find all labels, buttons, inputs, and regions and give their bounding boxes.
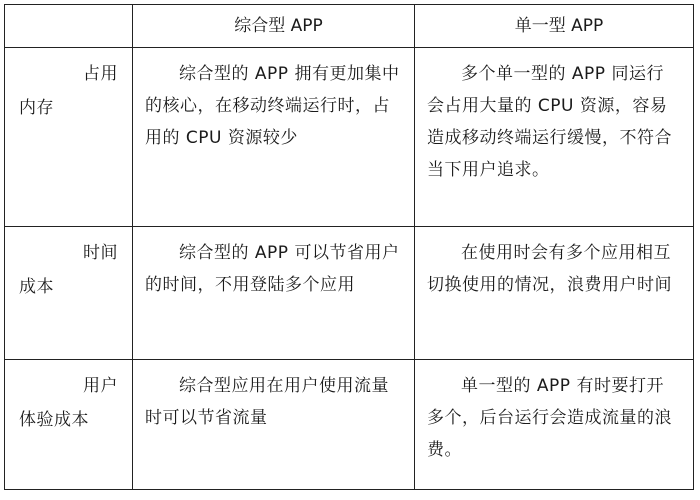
comprehensive-text: 综合型的 APP 拥有更加集中的核心，在移动终端运行时，占用的 CPU 资源较少 <box>145 64 400 148</box>
row-label-cell <box>5 227 133 360</box>
table-row <box>5 227 694 360</box>
header-corner-cell <box>5 5 133 48</box>
comparison-table <box>4 4 694 490</box>
single-text: 多个单一型的 APP 同运行会占用大量的 CPU 资源，容易造成移动终端运行缓慢，不符合当下用户追求。 <box>427 64 672 180</box>
table-header <box>5 5 694 48</box>
table-row <box>5 48 694 227</box>
row-label-cell <box>5 360 133 490</box>
comprehensive-cell <box>133 48 415 227</box>
single-cell <box>415 227 694 360</box>
comprehensive-text: 综合型的 APP 可以节省用户的时间，不用登陆多个应用 <box>145 243 400 295</box>
header-comprehensive-app: 综合型 APP <box>133 5 415 48</box>
single-cell <box>415 360 694 490</box>
row-label-line1: 占用 <box>83 64 118 84</box>
header-row <box>5 5 694 48</box>
single-text: 在使用时会有多个应用相互切换使用的情况，浪费用户时间 <box>427 243 672 295</box>
row-label-line1: 时间 <box>83 243 118 263</box>
row-label-line2: 成本 <box>19 277 54 297</box>
row-label-line2: 内存 <box>19 98 54 118</box>
single-cell <box>415 48 694 227</box>
table-body <box>5 48 694 490</box>
header-single-app: 单一型 APP <box>415 5 694 48</box>
comprehensive-text: 综合型应用在用户使用流量时可以节省流量 <box>145 376 389 428</box>
row-label-cell <box>5 48 133 227</box>
row-label-line1: 用户 <box>83 376 118 396</box>
table-row <box>5 360 694 490</box>
comprehensive-cell <box>133 360 415 490</box>
comprehensive-cell <box>133 227 415 360</box>
row-label-line2: 体验成本 <box>19 410 89 430</box>
single-text: 单一型的 APP 有时要打开多个，后台运行会造成流量的浪费。 <box>427 376 672 460</box>
